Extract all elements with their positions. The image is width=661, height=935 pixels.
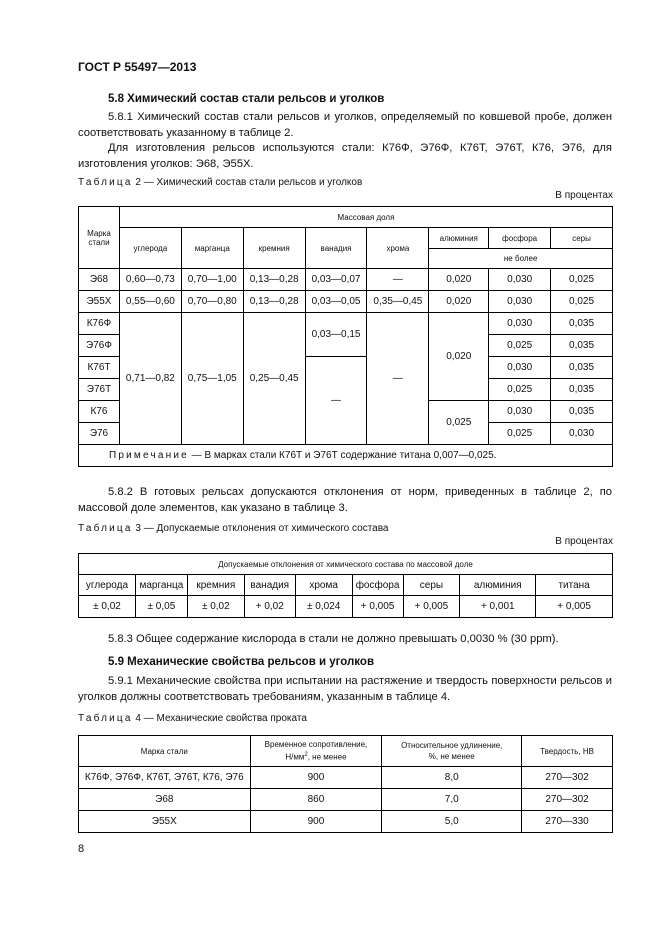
table-cell: 0,03—0,15	[305, 313, 367, 357]
paragraph-5-8-2: 5.8.2 В готовых рельсах допускаются отклонения от норм, приведенных в таблице 2, по массовой доле элементов, как указано в таблице 3.	[78, 486, 612, 514]
table-cell: 0,70—1,00	[181, 269, 243, 291]
table-cell: Э68	[79, 789, 251, 811]
table4-col-grade: Марка стали	[79, 736, 251, 767]
table-cell: 5,0	[382, 811, 522, 833]
table2-mass-header: Массовая доля	[119, 207, 612, 228]
table-4	[78, 735, 613, 833]
table-cell: 0,035	[551, 379, 613, 401]
table-cell: 0,035	[551, 335, 613, 357]
table4-col-strength-sup: 2	[304, 752, 308, 759]
table-3	[78, 553, 613, 618]
table-cell: ± 0,024	[295, 596, 352, 618]
table3-col: титана	[536, 575, 613, 596]
table-cell: 8,0	[382, 767, 522, 789]
table-cell: 0,60—0,73	[119, 269, 181, 291]
table4-col-strength-line1: Временное сопротивление,	[264, 740, 368, 750]
table2-col-silicon: кремния	[243, 228, 305, 269]
table-cell: 0,035	[551, 401, 613, 423]
table-cell: 0,020	[429, 269, 489, 291]
table-cell: 0,020	[429, 291, 489, 313]
table-cell: 0,030	[489, 291, 551, 313]
table-cell: Э76Ф	[79, 335, 120, 357]
table-cell: 0,025	[551, 291, 613, 313]
table2-note	[79, 445, 613, 467]
paragraph-steels: Для изготовления рельсов используются стали: К76Ф, Э76Ф, К76Т, Э76Т, К76, Э76, для изготовления уголков: Э68, Э55Х.	[78, 142, 612, 170]
paragraph-5-9-1: 5.9.1 Механические свойства при испытании на растяжение и твердость поверхности рельсов и уголков должны соответствовать требованиям, указанным в таблице 4.	[78, 675, 612, 703]
table2-col-aluminium: алюминия	[429, 228, 489, 249]
table-cell: 0,030	[489, 313, 551, 335]
table-cell: 0,75—1,05	[181, 313, 243, 445]
table-row	[79, 269, 613, 291]
table2-max-label: не более	[429, 249, 613, 269]
table2-col-manganese: марганца	[181, 228, 243, 269]
table4-caption-text: 4 — Механические свойства проката	[135, 713, 307, 724]
table4-col-elongation-line2: %, не менее	[428, 752, 475, 761]
table-cell: 270—302	[522, 789, 613, 811]
table-cell: 900	[250, 811, 382, 833]
table3-col: марганца	[135, 575, 187, 596]
paragraph-5-8-3: 5.8.3 Общее содержание кислорода в стали не должно превышать 0,0030 % (30 ppm).	[108, 633, 559, 645]
table2-caption	[78, 177, 362, 188]
table-cell: 0,035	[551, 313, 613, 335]
table4-col-elongation-line1: Относительное удлинение,	[401, 741, 503, 750]
section-5-8-title: 5.8 Химический состав стали рельсов и уголков	[108, 93, 385, 105]
table4-caption	[78, 713, 307, 724]
table-cell: 900	[250, 767, 382, 789]
table-cell: 270—302	[522, 767, 613, 789]
table-cell: —	[367, 269, 429, 291]
table-cell: 0,030	[551, 423, 613, 445]
table-cell: 270—330	[522, 811, 613, 833]
table-cell: 0,030	[489, 401, 551, 423]
table-cell: ± 0,02	[79, 596, 136, 618]
table2-col-chromium: хрома	[367, 228, 429, 269]
paragraph-5-8-1: 5.8.1 Химический состав стали рельсов и уголков, определяемый по ковшевой пробе, должен соответствовать указанному в таблице 2.	[78, 111, 612, 139]
table3-caption-label: Таблица	[78, 523, 133, 534]
table-cell: 0,55—0,60	[119, 291, 181, 313]
table-cell: К76Ф, Э76Ф, К76Т, Э76Т, К76, Э76	[79, 767, 251, 789]
table-cell: + 0,005	[352, 596, 403, 618]
table-cell: 0,025	[429, 401, 489, 445]
table-row	[79, 313, 613, 335]
table4-col-strength-line2: , не менее	[307, 752, 347, 762]
table-cell: Э68	[79, 269, 120, 291]
table-cell: Э55Х	[79, 291, 120, 313]
table-cell: Э76Т	[79, 379, 120, 401]
table3-header: Допускаемые отклонения от химического состава по массовой доле	[79, 554, 613, 575]
table-cell: ± 0,05	[135, 596, 187, 618]
table-cell: 0,13—0,28	[243, 291, 305, 313]
table2-col-phosphorus: фосфора	[489, 228, 551, 249]
table2-caption-label: Таблица	[78, 177, 133, 188]
table-cell: 0,025	[489, 379, 551, 401]
table-cell: + 0,005	[403, 596, 460, 618]
table-cell: Э76	[79, 423, 120, 445]
table-cell: + 0,005	[536, 596, 613, 618]
table-cell: 0,35—0,45	[367, 291, 429, 313]
table3-col: ванадия	[244, 575, 295, 596]
table3-caption	[78, 523, 388, 534]
table-cell: + 0,001	[460, 596, 536, 618]
table-cell: 860	[250, 789, 382, 811]
table-cell: 0,025	[489, 423, 551, 445]
table-cell: К76	[79, 401, 120, 423]
table-cell: К76Т	[79, 357, 120, 379]
table2-grade-header: Марка стали	[79, 207, 120, 269]
table2-col-vanadium: ванадия	[305, 228, 367, 269]
table2-caption-text: 2 — Химический состав стали рельсов и уголков	[135, 177, 363, 188]
section-5-9-title: 5.9 Механические свойства рельсов и уголков	[108, 656, 375, 668]
table2-note-label: Примечание	[109, 450, 189, 461]
page-number: 8	[78, 843, 85, 855]
table-cell: 0,70—0,80	[181, 291, 243, 313]
table3-col: хрома	[295, 575, 352, 596]
table4-col-strength-unit: Н/мм	[285, 752, 305, 762]
table-cell: 0,03—0,05	[305, 291, 367, 313]
table4-caption-label: Таблица	[78, 713, 133, 724]
table-row	[79, 767, 613, 789]
document-header: ГОСТ Р 55497—2013	[78, 60, 197, 74]
table-cell: 0,25—0,45	[243, 313, 305, 445]
table-cell: 0,025	[551, 269, 613, 291]
table-cell: Э55Х	[79, 811, 251, 833]
table3-caption-text: 3 — Допускаемые отклонения от химического состава	[135, 523, 389, 534]
table3-col: кремния	[187, 575, 244, 596]
table-row	[79, 789, 613, 811]
table-cell: 0,03—0,07	[305, 269, 367, 291]
table-row	[79, 575, 613, 596]
table4-col-elongation	[382, 736, 522, 767]
table3-col: фосфора	[352, 575, 403, 596]
table-cell: 0,035	[551, 357, 613, 379]
table-cell: 0,025	[489, 335, 551, 357]
table-cell: 0,030	[489, 269, 551, 291]
table3-unit: В процентах	[555, 536, 613, 547]
table-cell: 0,020	[429, 313, 489, 401]
table-cell: ± 0,02	[187, 596, 244, 618]
table2-unit: В процентах	[555, 190, 613, 201]
table4-col-strength	[250, 736, 382, 767]
table-row	[79, 291, 613, 313]
table2-col-sulfur: серы	[551, 228, 613, 249]
table-row	[79, 596, 613, 618]
table-cell: К76Ф	[79, 313, 120, 335]
table-cell: 0,13—0,28	[243, 269, 305, 291]
table2-col-carbon: углерода	[119, 228, 181, 269]
table-cell: 0,030	[489, 357, 551, 379]
table3-col: углерода	[79, 575, 136, 596]
table-cell: —	[367, 313, 429, 445]
table-cell: 7,0	[382, 789, 522, 811]
table3-col: серы	[403, 575, 460, 596]
table-cell: + 0,02	[244, 596, 295, 618]
table4-col-hardness: Твердость, НВ	[522, 736, 613, 767]
table-row	[79, 811, 613, 833]
table-2	[78, 206, 613, 467]
table3-col: алюминия	[460, 575, 536, 596]
table2-note-text: — В марках стали К76Т и Э76Т содержание титана 0,007—0,025.	[191, 450, 497, 461]
table-cell: —	[305, 357, 367, 445]
table-cell: 0,71—0,82	[119, 313, 181, 445]
